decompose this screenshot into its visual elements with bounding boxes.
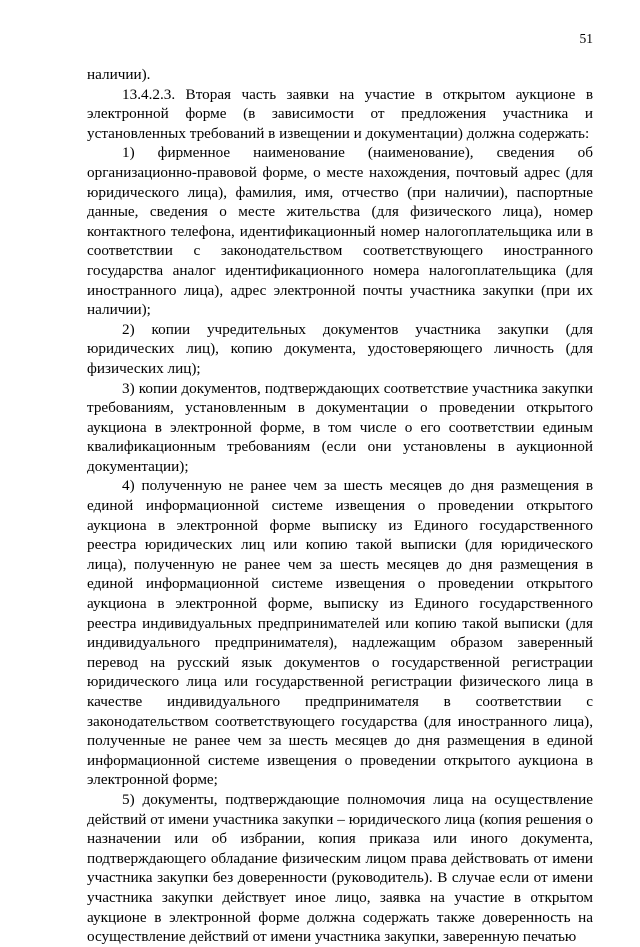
paragraph-item-5: 5) документы, подтверждающие полномочия лица на осуществление действий от имени участника закупки – юридического лица (копия решения о назначении или об избрании, копия приказа или иного документа, подтверждающего обладание физическим лицом права действовать от имени участника закупки без доверенности (руководитель). В случае если от имени участника закупки действует иное лицо, заявка на участие в открытом аукционе в электронной форме должна содержать также доверенность на осуществление действий от имени участника закупки, заверенную печатью [87,790,593,946]
paragraph-item-1: 1) фирменное наименование (наименование), сведения об организационно-правовой форме, о месте нахождения, почтовый адрес (для юридического лица), фамилия, имя, отчество (при наличии), паспортные данные, сведения о месте жительства (для физического лица), номер контактного телефона, идентификационный номер налогоплательщика или в соответствии с законодательством соответствующего иностранного государства аналог идентификационного номера налогоплательщика (для иностранного лица), адрес электронной почты участника закупки (при их наличии); [87,144,593,319]
page-number: 51 [579,31,593,46]
paragraph-item-3: 3) копии документов, подтверждающих соответствие участника закупки требованиям, установленным в документации о проведении открытого аукциона в электронной форме, в том числе о его соответствии единым квалификационным требованиям (если они установлены в аукционной документации); [87,379,593,475]
paragraph-continuation: наличии). [87,66,151,83]
document-body [87,65,593,947]
paragraph-item-4: 4) полученную не ранее чем за шесть месяцев до дня размещения в единой информационной системе извещения о проведении открытого аукциона в электронной форме выписку из Единого государственного реестра юридических лиц или копию такой выписки (для юридического лица), полученную не ранее чем за шесть месяцев до дня размещения в единой информационной системе извещения о проведении открытого аукциона в электронной форме, выписку из Единого государственного реестра индивидуальных предпринимателей или копию такой выписки (для индивидуального предпринимателя), надлежащим образом заверенный перевод на русский язык документов о государственной регистрации юридического лица или государственной регистрации физического лица в качестве индивидуального предпринимателя в соответствии с законодательством соответствующего государства (для иностранного лица), полученные не ранее чем за шесть месяцев до дня размещения в единой информационной системе извещения о проведении открытого аукциона в электронной форме; [87,477,593,789]
paragraph-section-13-4-2-3: 13.4.2.3. Вторая часть заявки на участие в открытом аукционе в электронной форме (в зависимости от предложения участника и установленных требований в извещении и документации) должна содержать: [87,85,593,142]
paragraph-item-2: 2) копии учредительных документов участника закупки (для юридических лиц), копию документа, удостоверяющего личность (для физических лиц); [87,320,593,377]
